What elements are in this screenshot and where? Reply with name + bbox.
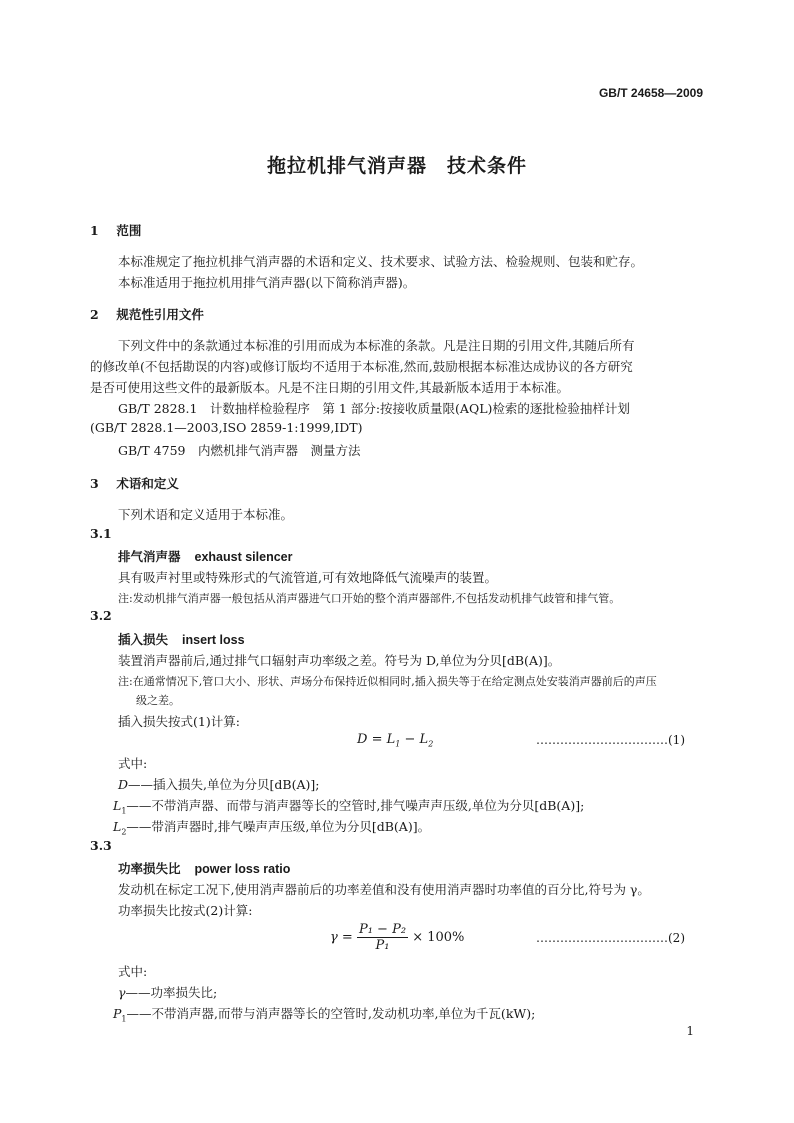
reference-2: GB/T 4759 内燃机排气消声器 测量方法	[118, 443, 361, 458]
document-title: 拖拉机排气消声器 技术条件	[266, 155, 527, 177]
where-item-l1: $L_1——$不带消声器、而带与消声器等长的空管时,排气噪声声压级,单位为分贝[dB(A)];	[113, 798, 585, 816]
section-1-heading	[90, 221, 141, 239]
term-3-2-name	[118, 630, 245, 648]
symbol-l1: $L_1$	[386, 732, 401, 749]
formula-2-number: ……………………………(2)	[536, 931, 685, 945]
equals-sign: =	[371, 732, 383, 747]
scope-paragraph-1: 本标准规定了拖拉机排气消声器的术语和定义、技术要求、试验方法、检验规则、包装和贮存。	[118, 254, 644, 269]
term-3-2-number: 3.2	[90, 608, 112, 623]
where-label-1: 式中:	[118, 756, 148, 771]
where-item-gamma: γ——功率损失比;	[118, 985, 218, 1000]
reference-1-line-2: (GB/T 2828.1—2003,ISO 2859-1:1999,IDT)	[90, 420, 363, 435]
term-3-3-name	[118, 859, 290, 877]
where-label-2: 式中:	[118, 964, 148, 979]
reference-1-line-1: GB/T 2828.1 计数抽样检验程序 第 1 部分:按接收质量限(AQL)检索的逐批检验抽样计划	[118, 401, 630, 416]
denominator: P₁	[375, 938, 390, 953]
term-en: exhaust silencer	[194, 550, 293, 564]
section-title: 范围	[116, 223, 142, 238]
term-3-1-number: 3.1	[90, 526, 112, 541]
where-item-l2: $L_2——$带消声器时,排气噪声声压级,单位为分贝[dB(A)]。	[113, 819, 431, 837]
equals-sign: =	[341, 930, 353, 945]
refs-intro-line-3: 是否可使用这些文件的最新版本。凡是不注日期的引用文件,其最新版本适用于本标准。	[90, 380, 569, 395]
section-number: 3	[90, 476, 99, 491]
minus-sign: −	[404, 732, 416, 747]
term-zh: 排气消声器	[118, 549, 181, 564]
formula-1	[357, 732, 433, 749]
where-item-d: D——插入损失,单位为分贝[dB(A)];	[118, 777, 320, 792]
section-2-heading	[90, 305, 204, 323]
terms-intro: 下列术语和定义适用于本标准。	[118, 507, 294, 522]
symbol-gamma: γ	[330, 930, 338, 945]
term-3-1-definition: 具有吸声衬里或特殊形式的气流管道,可有效地降低气流噪声的装置。	[118, 570, 497, 585]
term-3-2-note-line-2: 级之差。	[136, 694, 180, 707]
standard-code: GB/T 24658—2009	[598, 86, 703, 100]
term-en: insert loss	[182, 633, 245, 647]
term-3-2-definition: 装置消声器前后,通过排气口辐射声功率级之差。符号为 D,单位为分贝[dB(A)]。	[118, 653, 561, 668]
term-3-2-note-line-1: 注:在通常情况下,管口大小、形状、声场分布保持近似相同时,插入损失等于在给定测点处安装消声器前后的声压	[118, 675, 657, 688]
formula-2	[330, 922, 464, 953]
section-title: 术语和定义	[116, 476, 179, 491]
formula-1-intro: 插入损失按式(1)计算:	[118, 714, 240, 729]
term-3-3-definition: 发动机在标定工况下,使用消声器前后的功率差值和没有使用消声器时功率值的百分比,符号为 γ。	[118, 882, 650, 897]
term-3-3-number: 3.3	[90, 838, 112, 853]
term-3-1-name	[118, 547, 292, 565]
section-number: 2	[90, 307, 99, 322]
term-zh: 功率损失比	[118, 861, 181, 876]
term-3-1-note: 注:发动机排气消声器一般包括从消声器进气口开始的整个消声器部件,不包括发动机排气歧管和排气管。	[118, 592, 621, 605]
symbol-d: D	[357, 732, 368, 747]
formula-2-intro: 功率损失比按式(2)计算:	[118, 903, 253, 918]
refs-intro-line-1: 下列文件中的条款通过本标准的引用而成为本标准的条款。凡是注日期的引用文件,其随后所有	[118, 338, 635, 353]
term-en: power loss ratio	[194, 862, 291, 876]
where-item-p1: $P_1——$不带消声器,而带与消声器等长的空管时,发动机功率,单位为千瓦(kW);	[113, 1006, 536, 1024]
refs-intro-line-2: 的修改单(不包括勘误的内容)或修订版均不适用于本标准,然而,鼓励根据本标准达成协议的各方研究	[90, 359, 633, 374]
section-3-heading	[90, 474, 179, 492]
times-percent: × 100%	[412, 930, 465, 945]
section-number: 1	[90, 223, 99, 238]
fraction	[357, 922, 408, 953]
scope-paragraph-2: 本标准适用于拖拉机用排气消声器(以下简称消声器)。	[118, 275, 416, 290]
page-number: 1	[686, 1024, 694, 1038]
term-zh: 插入损失	[118, 632, 169, 647]
numerator: P₁ − P₂	[358, 922, 407, 937]
section-title: 规范性引用文件	[116, 307, 204, 322]
symbol-l2: $L_2$	[419, 732, 434, 749]
formula-1-number: ……………………………(1)	[536, 733, 685, 747]
